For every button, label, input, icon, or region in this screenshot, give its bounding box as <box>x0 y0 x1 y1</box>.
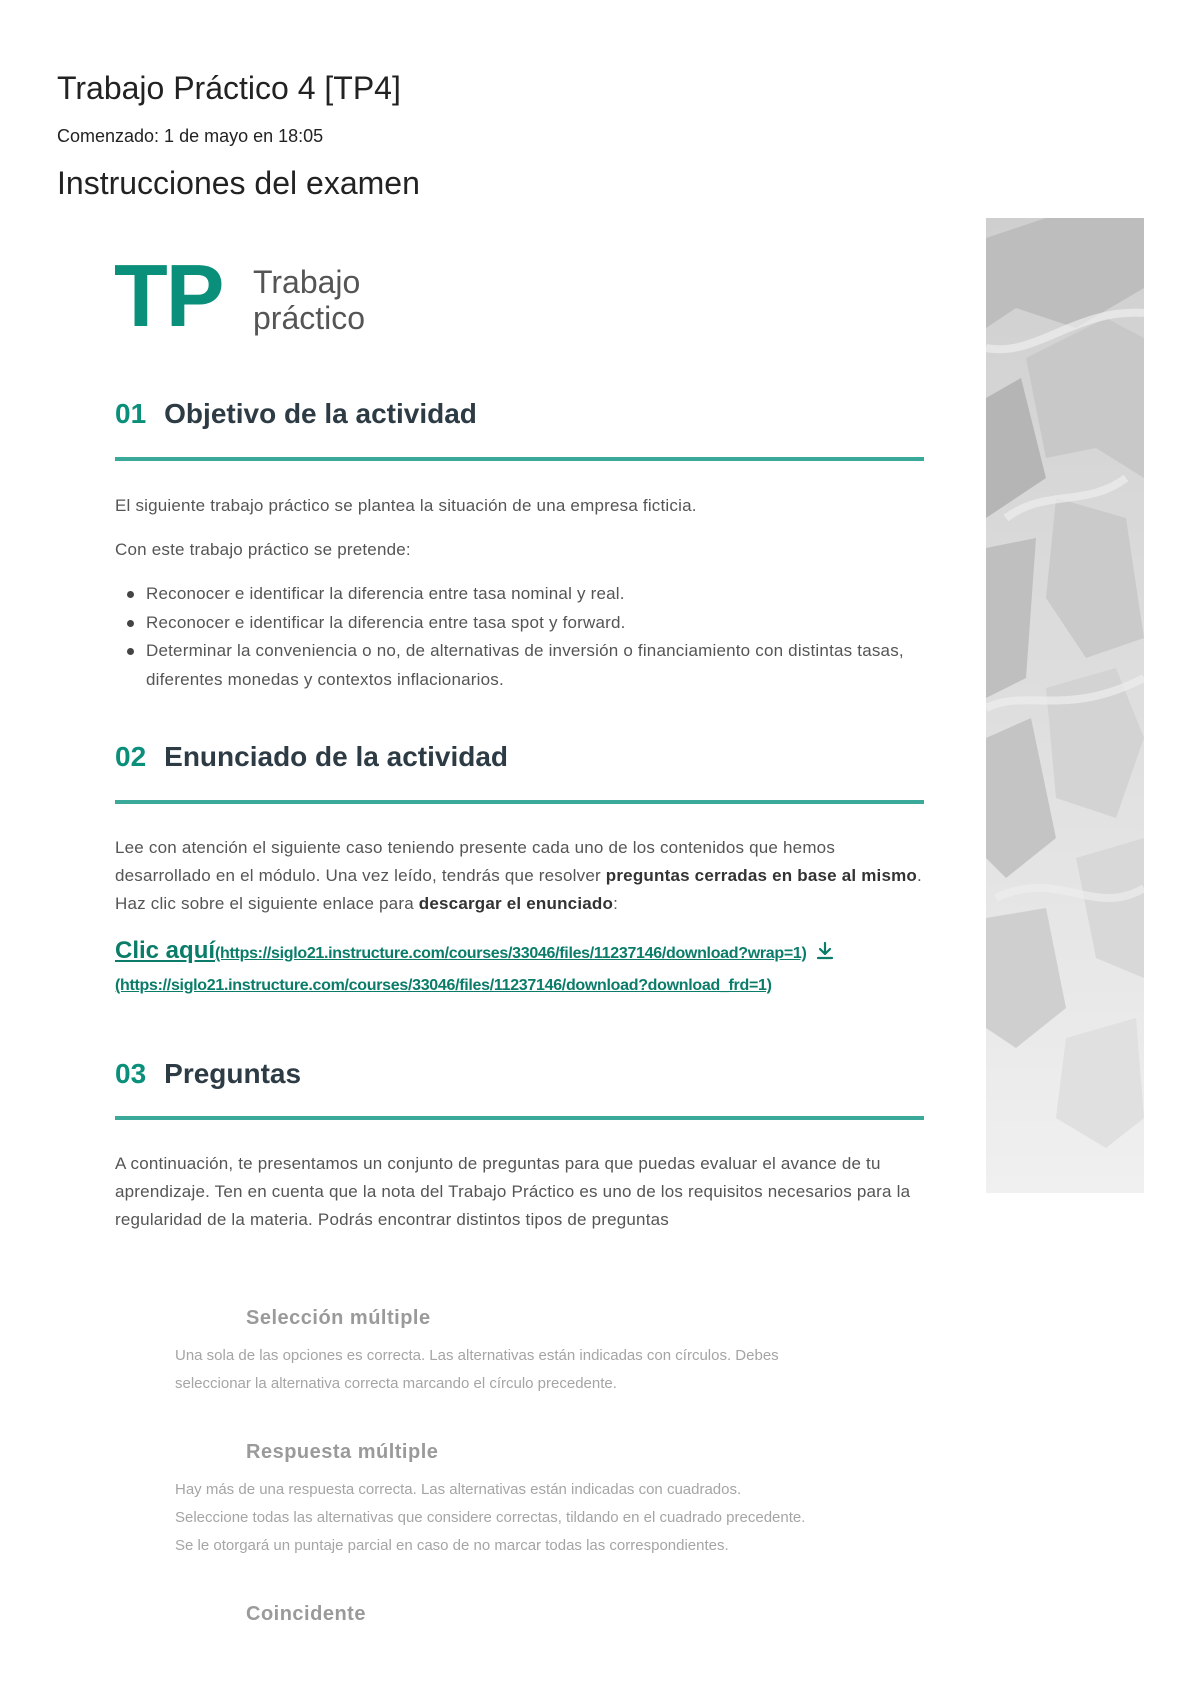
question-type-description <box>175 1476 875 1560</box>
preview-url-link[interactable]: (https://siglo21.instructure.com/courses/33046/files/11237146/download?wrap=1) <box>215 945 807 962</box>
question-type-title: Coincidente <box>246 1603 366 1625</box>
objetivo-paragraph-2: Con este trabajo práctico se pretende: <box>115 540 411 559</box>
download-link-line <box>115 937 835 966</box>
tp-logo <box>114 246 414 348</box>
section-number: 02 <box>115 741 147 772</box>
decorative-side-image <box>986 218 1144 1193</box>
enunciado-paragraph <box>115 834 925 918</box>
objetivo-paragraph-1: El siguiente trabajo práctico se plantea la situación de una empresa ficticia. <box>115 496 697 515</box>
page-title: Trabajo Práctico 4 [TP4] <box>57 70 401 106</box>
preguntas-intro: A continuación, te presentamos un conjunto de preguntas para que puedas evaluar el avance de tu aprendizaje. Ten en cuenta que la nota del Trabajo Práctico es uno de los requisitos necesarios para la regularidad de la materia. Podrás encontrar distintos tipos de preguntas <box>115 1154 911 1229</box>
clic-aqui-link[interactable]: Clic aquí <box>115 937 216 964</box>
enunciado-text: Lee con atención el siguiente caso teniendo presente cada uno de los contenidos que hemos desarrollado en el módulo. Una vez leído, tendrás que resolver <box>115 838 836 885</box>
enunciado-bold-text: descargar el enunciado <box>418 894 614 913</box>
instructions-heading: Instrucciones del examen <box>57 165 420 201</box>
section-heading-objetivo <box>115 398 477 430</box>
section-divider <box>115 1116 924 1120</box>
question-type-title: Respuesta múltiple <box>246 1441 439 1463</box>
objetivo-list <box>115 580 935 694</box>
started-timestamp: Comenzado: 1 de mayo en 18:05 <box>57 126 324 146</box>
section-divider <box>115 457 924 461</box>
list-item: Reconocer e identificar la diferencia entre tasa spot y forward. <box>115 609 935 638</box>
list-item: Reconocer e identificar la diferencia entre tasa nominal y real. <box>115 580 935 609</box>
section-title: Enunciado de la actividad <box>164 741 509 772</box>
section-heading-enunciado <box>115 741 508 773</box>
question-type-description <box>175 1342 875 1398</box>
section-number: 03 <box>115 1058 147 1089</box>
section-title: Objetivo de la actividad <box>164 398 477 429</box>
enunciado-bold-text: preguntas cerradas en base al mismo <box>605 866 918 885</box>
question-type-title: Selección múltiple <box>246 1307 431 1329</box>
description-line: Una sola de las opciones es correcta. Las alternativas están indicadas con círculos. Debes <box>175 1347 779 1364</box>
section-divider <box>115 800 924 804</box>
section-title: Preguntas <box>164 1058 302 1089</box>
section-heading-preguntas <box>115 1058 301 1090</box>
description-line: Seleccione todas las alternativas que considere correctas, tildando en el cuadrado precedente. <box>175 1509 806 1526</box>
description-line: Se le otorgará un puntaje parcial en caso de no marcar todas las correspondientes. <box>175 1537 729 1554</box>
description-line: seleccionar la alternativa correcta marcando el círculo precedente. <box>175 1375 617 1392</box>
download-icon[interactable] <box>815 941 835 966</box>
enunciado-text: : <box>613 894 619 913</box>
download-url-link[interactable]: (https://siglo21.instructure.com/courses/33046/files/11237146/download?download_frd=1) <box>115 977 772 994</box>
enunciado-text: . Haz clic sobre el siguiente enlace para <box>115 866 922 913</box>
tp-logo-letters: TP <box>114 246 223 345</box>
section-number: 01 <box>115 398 147 429</box>
description-line: Hay más de una respuesta correcta. Las alternativas están indicadas con cuadrados. <box>175 1481 742 1498</box>
list-item: Determinar la conveniencia o no, de alternativas de inversión o financiamiento con distintas tasas, diferentes monedas y contextos inflacionarios. <box>115 637 935 694</box>
tp-logo-word-1: Trabajo <box>253 264 361 300</box>
tp-logo-word-2: práctico <box>253 300 366 336</box>
